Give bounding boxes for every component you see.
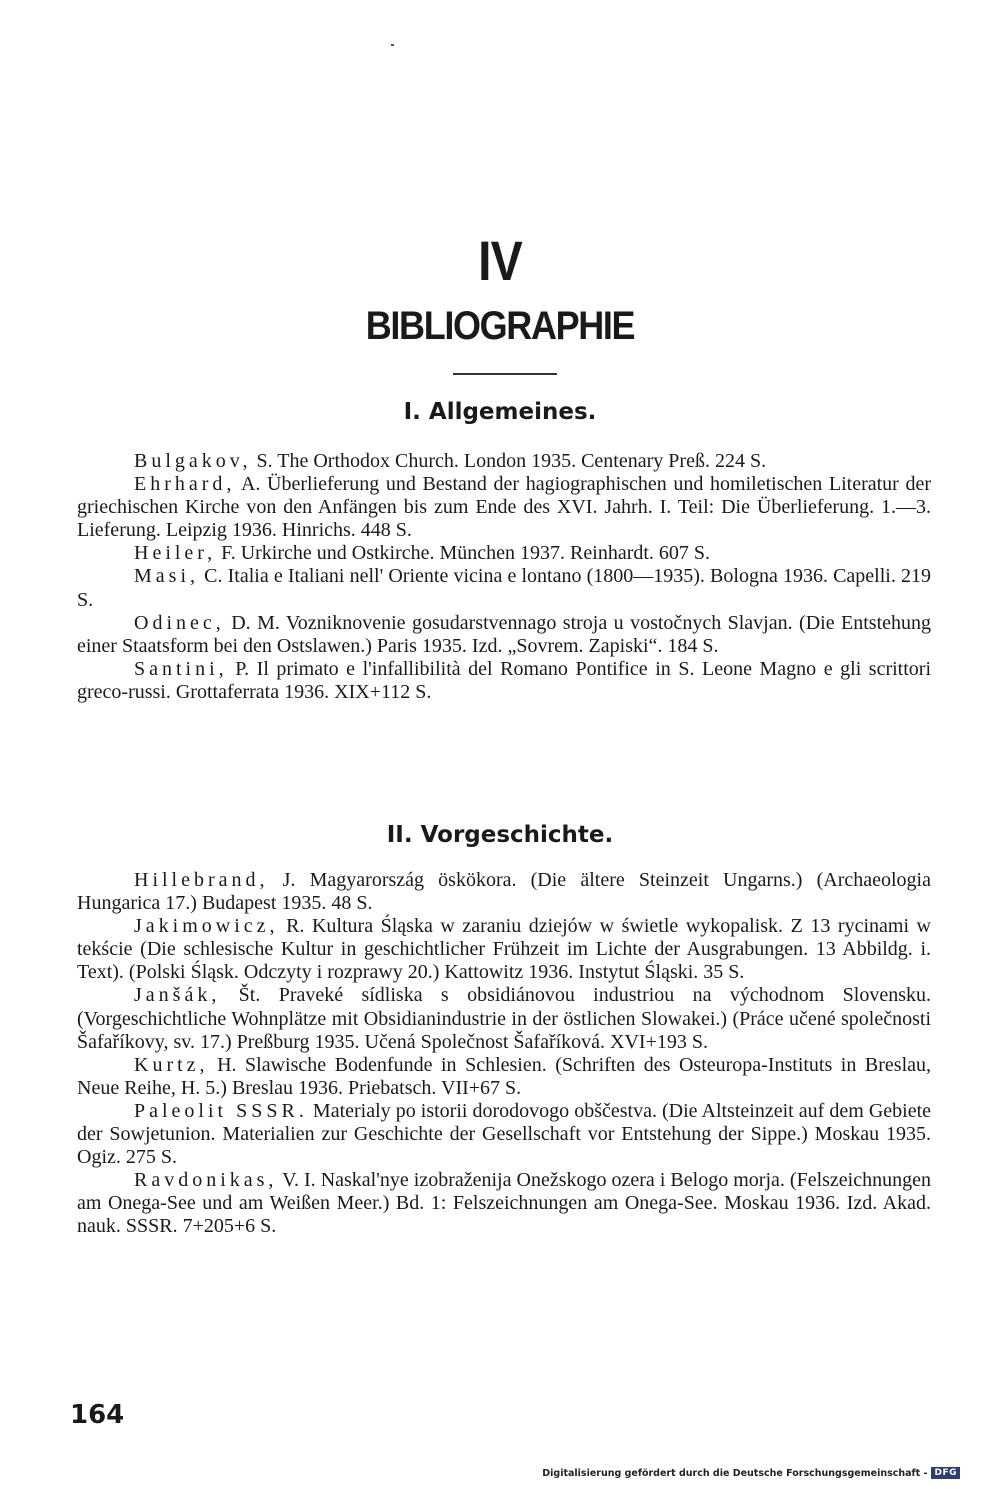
section-heading-allgemeines: I. Allgemeines.	[403, 399, 597, 425]
bibliography-entry	[77, 473, 931, 542]
section-entries-allgemeines	[77, 450, 931, 704]
entry-text: D. M. Vozniknovenie gosudarstvennago stroja u vostočnych Slavjan. (Die Entstehung einer Staatsform bei den Ostslawen.) Paris 1935. Izd. „Sovrem. Zapiski“. 184 S.	[77, 611, 931, 657]
entry-author: Masi,	[134, 565, 199, 588]
title-divider	[453, 373, 557, 375]
scan-speck	[391, 44, 394, 46]
entry-text: R. Kultura Śląska w zaraniu dziejów w świetle wykopalisk. Z 13 rycinami w tekście (Die schlesische Kultur in geschichtlicher Frühzeit im Lichte der Ausgrabungen. 13 Abbildg. i. Text). (Polski Śląsk. Odczyty i rozprawy 20.) Kattowitz 1936. Instytut Śląski. 35 S.	[77, 915, 931, 984]
entry-author: Ehrhard,	[134, 473, 236, 496]
entry-text: P. Il primato e l'infallibilità del Romano Pontifice in S. Leone Magno e gli scrittori greco-russi. Grottaferrata 1936. XIX+112 S.	[77, 657, 931, 703]
entry-text: Materialy po istorii dorodovogo obščestva. (Die Altsteinzeit auf dem Gebiete der Sowjetunion. Materialien zur Geschichte der Gesellschaft vor Entstehung der Sippe.) Moskau 1935. Ogiz. 275 S.	[77, 1099, 932, 1169]
bibliography-entry	[77, 915, 931, 984]
bibliography-entry	[77, 1054, 931, 1100]
entry-author: Odinec,	[134, 611, 225, 634]
entry-author: Heiler,	[134, 542, 217, 565]
entry-text: H. Slawische Bodenfunde in Schlesien. (Schriften des Osteuropa-Instituts in Breslau, Neue Reihe, H. 5.) Breslau 1936. Priebatsch. VII+67 S.	[77, 1053, 931, 1099]
bibliography-entry	[77, 450, 931, 473]
entry-text: A. Überlieferung und Bestand der hagiographischen und homiletischen Literatur der griechischen Kirche von den Anfängen bis zum Ende des XVI. Jahrh. I. Teil: Die Überlieferung. 1.—3. Lieferung. Leipzig 1936. Hinrichs. 448 S.	[77, 473, 931, 542]
entry-author: Kurtz,	[134, 1053, 209, 1076]
entry-text: Št. Praveké sídliska s obsidiánovou industriou na východnom Slovensku. (Vorgeschichtliche Wohnplätze mit Obsidianindustrie in der östlichen Slowakei.) (Práce učené společnosti Šafaříkovy, sv. 17.) Preßburg 1935. Učená Společnost Šafaříková. XVI+193 S.	[77, 984, 931, 1053]
entry-text: C. Italia e Italiani nell' Oriente vicina e lontano (1800—1935). Bologna 1936. Capelli. 219 S.	[77, 565, 931, 611]
bibliography-entry	[77, 1169, 931, 1238]
bibliography-entry	[77, 612, 931, 658]
bibliography-entry	[77, 984, 931, 1053]
section-heading-vorgeschichte: II. Vorgeschichte.	[386, 822, 614, 848]
entry-text: J. Magyarország öskökora. (Die ältere Steinzeit Ungarns.) (Archaeologia Hungarica 17.) Budapest 1935. 48 S.	[77, 869, 931, 915]
entry-text: S. The Orthodox Church. London 1935. Centenary Preß. 224 S.	[251, 450, 767, 472]
entry-author: Ravdonikas,	[134, 1169, 278, 1192]
entry-author: Santini,	[134, 657, 228, 680]
entry-text: V. I. Naskal'nye izobraženija Onežskogo ozera i Belogo morja. (Felszeichnungen am Onega-See und am Weißen Meer.) Bd. 1: Felszeichnungen am Onega-See. Moskau 1936. Izd. Akad. nauk. SSSR. 7+205+6 S.	[77, 1169, 931, 1238]
bibliography-entry	[77, 658, 931, 704]
bibliography-entry	[77, 542, 931, 565]
part-title: BIBLIOGRAPHIE	[365, 304, 635, 348]
entry-text: F. Urkirche und Ostkirche. München 1937. Reinhardt. 607 S.	[216, 542, 711, 565]
dfg-logo: DFG	[931, 1467, 960, 1479]
digitization-footer	[542, 1467, 960, 1479]
section-entries-vorgeschichte	[77, 869, 931, 1239]
part-number: IV	[478, 229, 522, 292]
entry-author: Hillebrand,	[134, 869, 269, 891]
entry-author: Janšák,	[134, 984, 221, 1007]
entry-author: Paleolit SSSR.	[134, 1099, 308, 1122]
page-number: 164	[70, 1400, 125, 1430]
bibliography-entry	[77, 1100, 931, 1169]
footer-credit: Digitalisierung gefördert durch die Deutsche Forschungsgemeinschaft -	[542, 1467, 928, 1479]
entry-author: Bulgakov,	[134, 450, 252, 472]
entry-author: Jakimowicz,	[134, 915, 279, 938]
bibliography-entry	[77, 565, 931, 611]
bibliography-entry	[77, 869, 931, 915]
